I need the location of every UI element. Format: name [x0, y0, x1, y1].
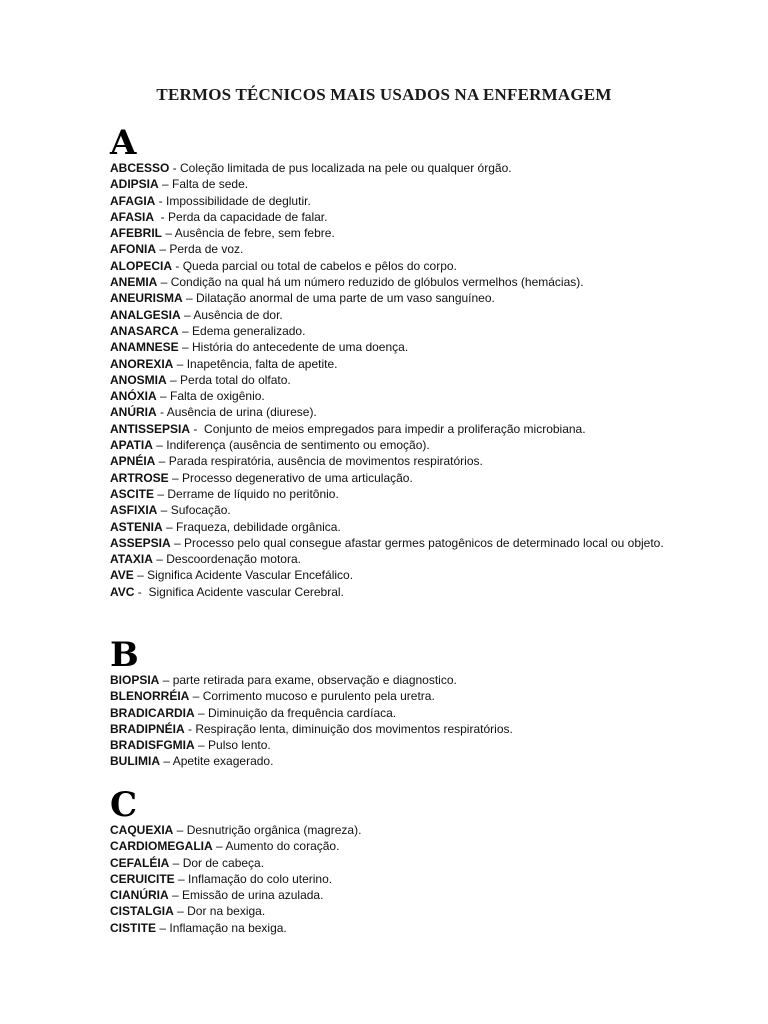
- entry-separator: -: [154, 209, 169, 224]
- entry-separator: –: [162, 519, 177, 534]
- entry-separator: –: [189, 689, 203, 704]
- entry-term: ASCITE: [110, 486, 155, 501]
- glossary-entry: [110, 404, 670, 420]
- glossary-entry: [110, 372, 670, 388]
- section-letter: C: [110, 785, 138, 825]
- entry-separator: –: [169, 855, 183, 870]
- entry-definition: Ausência de dor.: [193, 307, 283, 322]
- entry-separator: –: [158, 177, 173, 192]
- entry-definition: Conjunto de meios empregados para impedir a proliferação microbiana.: [200, 421, 586, 436]
- entry-separator: –: [174, 871, 189, 886]
- glossary-entry: [110, 753, 670, 769]
- entry-term: CAQUEXIA: [110, 823, 174, 837]
- entry-term: ANÚRIA: [110, 405, 157, 420]
- entry-separator: –: [173, 823, 187, 837]
- entry-definition: Dor na bexiga.: [187, 904, 266, 919]
- entry-separator: –: [194, 705, 209, 720]
- glossary-entry: [110, 584, 670, 600]
- glossary-entry: [110, 903, 670, 919]
- entry-definition: Emissão de urina azulada.: [182, 888, 324, 903]
- entry-definition: Perda total do olfato.: [180, 372, 291, 387]
- entry-definition: Processo degenerativo de uma articulação.: [182, 470, 413, 485]
- entry-separator: -: [184, 721, 196, 736]
- entry-term: CARDIOMEGALIA: [110, 839, 213, 854]
- entry-term: AFAGIA: [110, 193, 156, 208]
- entry-list: [110, 160, 670, 600]
- entry-term: AVC: [110, 584, 135, 599]
- entry-definition: Inflamação do colo uterino.: [188, 871, 333, 886]
- entry-separator: –: [170, 535, 185, 550]
- entry-term: ATAXIA: [110, 552, 153, 567]
- entry-definition: Perda da capacidade de falar.: [168, 209, 328, 224]
- entry-separator: –: [168, 470, 183, 485]
- entry-definition: Queda parcial ou total de cabelos e pêlos do corpo.: [182, 258, 457, 273]
- entry-definition: Parada respiratória, ausência de movimentos respiratórios.: [168, 454, 483, 469]
- entry-term: ANÓXIA: [110, 389, 157, 404]
- entry-definition: Falta de oxigênio.: [170, 389, 265, 404]
- entry-term: BRADICARDIA: [110, 705, 195, 720]
- glossary-entry: [110, 290, 670, 306]
- entry-separator: –: [173, 356, 187, 371]
- entry-definition: Sufocação.: [170, 503, 231, 518]
- entry-separator: –: [157, 275, 171, 290]
- entry-separator: -: [172, 258, 183, 273]
- entry-definition: Impossibilidade de deglutir.: [166, 193, 311, 208]
- entry-definition: Significa Acidente Vascular Encefálico.: [147, 568, 354, 583]
- entry-term: ANOREXIA: [110, 356, 174, 371]
- entry-term: ABCESSO: [110, 161, 170, 175]
- glossary-entry: [110, 567, 670, 583]
- entry-definition: Indiferença (ausência de sentimento ou emoção).: [166, 438, 430, 453]
- glossary-entry: [110, 721, 670, 737]
- entry-separator: –: [159, 673, 173, 687]
- entry-term: AVE: [110, 568, 134, 583]
- entry-term: ALOPECIA: [110, 258, 173, 273]
- entry-term: BIOPSIA: [110, 673, 160, 687]
- glossary-entry: [110, 688, 670, 704]
- entry-term: APNÉIA: [110, 454, 156, 469]
- entry-term: ARTROSE: [110, 470, 169, 485]
- entry-separator: –: [154, 486, 168, 501]
- entry-term: CEFALÉIA: [110, 855, 170, 870]
- glossary-entry: [110, 193, 670, 209]
- entry-definition: Dor de cabeça.: [182, 855, 265, 870]
- glossary-entry: [110, 421, 670, 437]
- glossary-entry: [110, 822, 670, 838]
- entry-definition: Pulso lento.: [208, 738, 271, 753]
- entry-term: CISTITE: [110, 920, 157, 935]
- entry-term: AFASIA: [110, 209, 155, 224]
- glossary-entry: [110, 176, 670, 192]
- entry-term: ANEURISMA: [110, 291, 183, 306]
- entry-term: ANTISSEPSIA: [110, 421, 191, 436]
- entry-separator: –: [156, 389, 171, 404]
- entry-term: BLENORRÉIA: [110, 689, 190, 704]
- entry-separator: –: [178, 323, 193, 338]
- section-letter: A: [110, 123, 137, 163]
- entry-separator: –: [160, 754, 173, 769]
- entry-term: ANAMNESE: [110, 340, 179, 355]
- entry-separator: -: [190, 421, 201, 436]
- entry-separator: –: [180, 307, 194, 322]
- entry-definition: Diminuição da frequência cardíaca.: [208, 705, 397, 720]
- entry-separator: -: [134, 584, 149, 599]
- entry-definition: Significa Acidente vascular Cerebral.: [148, 584, 344, 599]
- entry-definition: Coleção limitada de pus localizada na pele ou qualquer órgão.: [180, 161, 512, 175]
- entry-definition: Falta de sede.: [172, 177, 249, 192]
- entry-separator: –: [157, 503, 171, 518]
- entry-term: BRADISFGMIA: [110, 738, 195, 753]
- entry-term: ASTENIA: [110, 519, 163, 534]
- entry-definition: Fraqueza, debilidade orgânica.: [176, 519, 341, 534]
- glossary-entry: [110, 274, 670, 290]
- glossary-entry: [110, 838, 670, 854]
- entry-definition: Edema generalizado.: [192, 323, 306, 338]
- glossary-entry: [110, 258, 670, 274]
- entry-term: APATIA: [110, 438, 153, 453]
- glossary-entry: [110, 339, 670, 355]
- glossary-entry: [110, 241, 670, 257]
- glossary-entry: [110, 535, 670, 551]
- entry-term: ASFIXIA: [110, 503, 158, 518]
- entry-definition: Inflamação na bexiga.: [169, 920, 287, 935]
- glossary-entry: [110, 323, 670, 339]
- glossary-entry: [110, 672, 670, 688]
- glossary-entry: [110, 855, 670, 871]
- glossary-entry: [110, 437, 670, 453]
- entry-definition: Ausência de febre, sem febre.: [174, 226, 335, 241]
- glossary-entry: [110, 737, 670, 753]
- entry-separator: –: [212, 839, 226, 854]
- entry-term: AFEBRIL: [110, 226, 162, 241]
- entry-separator: –: [155, 454, 169, 469]
- entry-definition: Condição na qual há um número reduzido de glóbulos vermelhos (hemácias).: [170, 275, 584, 290]
- entry-term: AFONIA: [110, 242, 156, 257]
- entry-separator: –: [178, 340, 193, 355]
- entry-separator: –: [194, 738, 209, 753]
- entry-separator: -: [155, 193, 167, 208]
- entry-separator: –: [156, 920, 170, 935]
- section-c: [110, 785, 670, 936]
- entry-separator: –: [173, 904, 188, 919]
- entry-definition: Perda de voz.: [169, 242, 244, 257]
- glossary-entry: [110, 209, 670, 225]
- entry-term: BRADIPNÉIA: [110, 721, 185, 736]
- entry-definition: Respiração lenta, diminuição dos movimentos respiratórios.: [195, 721, 513, 736]
- entry-separator: -: [169, 161, 181, 175]
- entry-definition: Corrimento mucoso e purulento pela uretra.: [202, 689, 435, 704]
- glossary-entry: [110, 225, 670, 241]
- entry-term: CIANÚRIA: [110, 888, 169, 903]
- section-a: [110, 123, 670, 600]
- entry-separator: –: [168, 888, 183, 903]
- glossary-entry: [110, 160, 670, 176]
- glossary-entry: [110, 551, 670, 567]
- entry-term: ANEMIA: [110, 275, 158, 290]
- glossary-entry: [110, 470, 670, 486]
- entry-term: ASSEPSIA: [110, 535, 171, 550]
- entry-definition: Derrame de líquido no peritônio.: [167, 486, 339, 501]
- glossary-entry: [110, 388, 670, 404]
- section-letter: B: [110, 635, 139, 675]
- entry-definition: parte retirada para exame, observação e diagnostico.: [172, 673, 457, 687]
- entry-definition: Apetite exagerado.: [172, 754, 274, 769]
- entry-separator: –: [182, 291, 197, 306]
- entry-definition: Dilatação anormal de uma parte de um vaso sanguíneo.: [196, 291, 495, 306]
- entry-separator: –: [162, 226, 175, 241]
- glossary-entry: [110, 502, 670, 518]
- glossary-entry: [110, 519, 670, 535]
- glossary-entry: [110, 453, 670, 469]
- entry-term: ANASARCA: [110, 323, 179, 338]
- entry-definition: Inapetência, falta de apetite.: [186, 356, 338, 371]
- entry-definition: História do antecedente de uma doença.: [192, 340, 409, 355]
- entry-term: CERUICITE: [110, 871, 175, 886]
- entry-list: [110, 672, 670, 770]
- entry-separator: –: [152, 438, 167, 453]
- entry-separator: –: [152, 552, 167, 567]
- entry-separator: –: [156, 242, 170, 257]
- entry-definition: Ausência de urina (diurese).: [166, 405, 317, 420]
- glossary-entry: [110, 486, 670, 502]
- glossary-entry: [110, 920, 670, 936]
- entry-term: CISTALGIA: [110, 904, 174, 919]
- document-title: TERMOS TÉCNICOS MAIS USADOS NA ENFERMAGEM: [156, 85, 612, 104]
- entry-definition: Desnutrição orgânica (magreza).: [186, 823, 362, 837]
- glossary-entry: [110, 356, 670, 372]
- entry-definition: Descoordenação motora.: [166, 552, 301, 567]
- entry-definition: Processo pelo qual consegue afastar germes patogênicos de determinado local ou objeto.: [184, 535, 664, 550]
- glossary-entry: [110, 705, 670, 721]
- entry-term: ANOSMIA: [110, 372, 167, 387]
- entry-list: [110, 822, 670, 936]
- glossary-entry: [110, 307, 670, 323]
- entry-term: BULIMIA: [110, 754, 160, 769]
- entry-separator: –: [166, 372, 181, 387]
- glossary-entry: [110, 887, 670, 903]
- entry-definition: Aumento do coração.: [225, 839, 340, 854]
- entry-term: ANALGESIA: [110, 307, 181, 322]
- entry-separator: -: [156, 405, 167, 420]
- glossary-entry: [110, 871, 670, 887]
- entry-term: ADIPSIA: [110, 177, 159, 192]
- entry-separator: –: [133, 568, 148, 583]
- section-b: [110, 635, 670, 770]
